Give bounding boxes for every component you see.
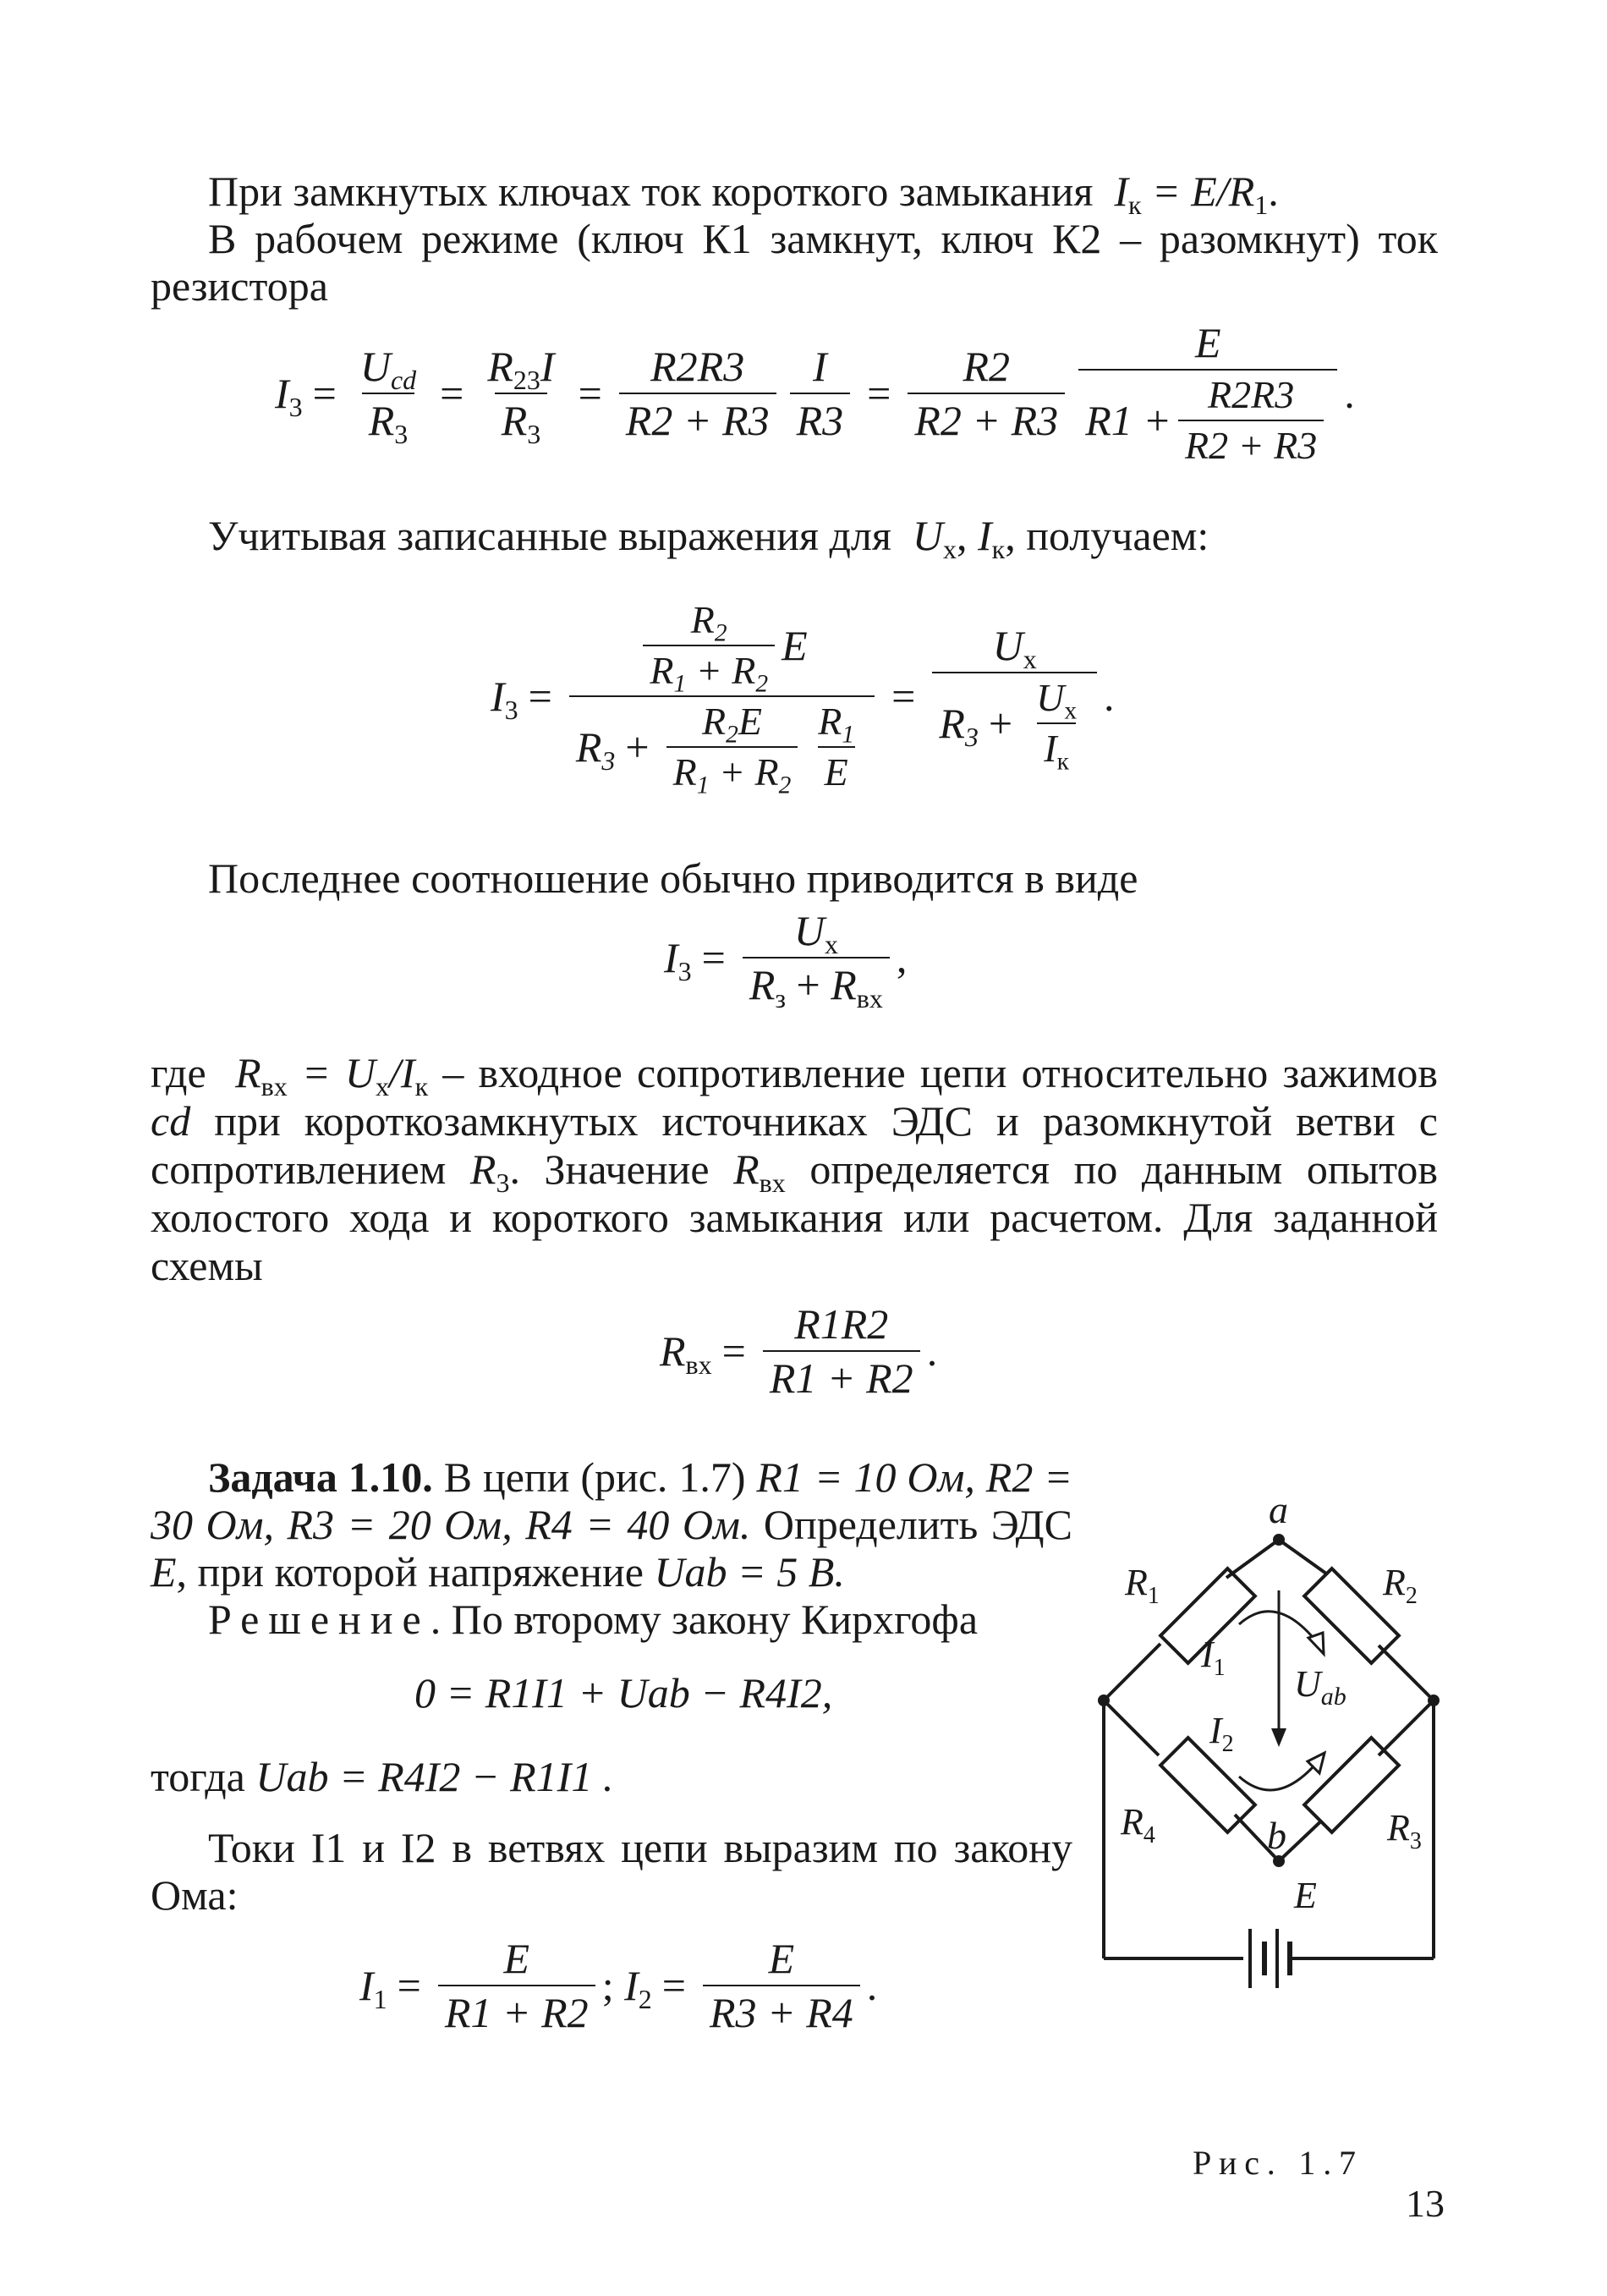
wire-left-top xyxy=(1104,1644,1160,1700)
label-r2: $R_2$ xyxy=(1383,1562,1418,1609)
paragraph-uab-expression: тогда Uab = R4I2 − R1I1 . xyxy=(151,1753,614,1800)
fraction-r23i-r3: $\frac{R_{23}I}{R_3}$ xyxy=(487,343,555,450)
node-b xyxy=(1273,1855,1285,1867)
figure-caption: Рис. 1.7 xyxy=(1193,2144,1363,2182)
label-node-b: b xyxy=(1267,1814,1286,1857)
node-right xyxy=(1428,1695,1440,1706)
resistor-r4 xyxy=(1160,1738,1255,1832)
fraction-r2-sum: $\frac{R2}{R2 + R3}$ xyxy=(908,345,1065,442)
label-r4: $R_4$ xyxy=(1121,1801,1155,1848)
paragraph-standard-form: Последнее соотношение обычно приводится в виде xyxy=(208,854,1138,902)
label-i1: $I_1$ xyxy=(1201,1634,1226,1681)
label-uab: $U_{ab}$ xyxy=(1294,1663,1346,1711)
paragraph-operating-mode: В рабочем режиме (ключ К1 замкнут, ключ К2 – разомкнут) ток резистора xyxy=(151,215,1438,310)
equation-i3-expansion: $I_3$ = $\frac{U_{cd}}{R_3}$ = $\frac{R_{23}I}{R_3}$ = $\frac{R2R3}{R2 + R3}$ $\frac{I}{R3}$ = $\frac{R2}{R2 + R3}$ E R1 + $\frac{R2R3}{R2 + R3}$ . xyxy=(275,319,1355,467)
fraction-ucd-r3: $\frac{U_{cd}}{R_3}$ xyxy=(359,343,417,450)
paragraph-substitution: Учитывая записанные выражения для $U_х$, $I_к$, получаем: xyxy=(208,512,1209,565)
fraction-e-compound: E R1 + $\frac{R2R3}{R2 + R3}$ xyxy=(1078,321,1337,465)
equation-i3-thevenin: $I_3$ = $\frac{R_2}{R_1 + R_2}$ E $R_3$ + $\frac{R_2E}{R_1 + R_2}$ $\frac{R_1}{E}$ = $U_х$ $R_3$ + $\frac{U_х}{I_к}$ . xyxy=(491,598,1115,799)
label-i2: $I_2$ xyxy=(1209,1710,1234,1757)
equation-rvx: $R_{вх}$ = $\frac{R1R2}{R1 + R2}$ . xyxy=(660,1300,938,1402)
page-number: 13 xyxy=(1406,2182,1445,2225)
label-node-a: a xyxy=(1269,1489,1288,1531)
equation-kirchhoff: 0 = R1I1 + Uab − R4I2, xyxy=(414,1669,833,1717)
equation-currents: $I_1$ = $\frac{E}{R1 + R2}$ ; $I_2$ = $\frac{E}{R3 + R4}$ . xyxy=(359,1935,878,2036)
fraction-r2r3: $\frac{R2R3}{R2 + R3}$ xyxy=(619,345,776,442)
node-left xyxy=(1098,1695,1110,1706)
label-r3: $R_3$ xyxy=(1387,1807,1422,1854)
paragraph-input-resistance: где $R_{вх} = U_х/I_к$ – входное сопротивление цепи относительно зажимов cd при короткозамкнутых источниках ЭДС и разомкнутой ветви с сопротивлением $R_3$. Значение $R_{вх}$ определяется по данным опытов холостого хода и короткого замыкания или расчетом. Для заданной схемы xyxy=(151,1049,1438,1289)
equation-i3-rvx: $I_3$ = $\frac{U_х}{R_з + R_{вх}}$ , xyxy=(664,907,908,1014)
paragraph-solution: Решение. По второму закону Кирхгофа xyxy=(208,1596,979,1643)
bridge-circuit-figure xyxy=(1091,1489,1472,2030)
label-source-e: E xyxy=(1294,1875,1317,1916)
paragraph-ohm-law: Токи I1 и I2 в ветвях цепи выразим по закону Ома: xyxy=(151,1824,1072,1919)
fraction-i-r3: $\frac{I}{R3}$ xyxy=(790,345,851,442)
paragraph-short-circuit: При замкнутых ключах ток короткого замыкания $I_к = E/R_1$. xyxy=(208,168,1279,221)
task-1-10: Задача 1.10. В цепи (рис. 1.7) R1 = 10 Ом, R2 = 30 Ом, R3 = 20 Ом, R4 = 40 Ом. Определить ЭДС E, при которой напряжение Uab = 5 В. xyxy=(151,1453,1073,1596)
current-i2-arrow xyxy=(1239,1760,1319,1790)
node-a xyxy=(1273,1534,1285,1546)
label-r1: $R_1$ xyxy=(1125,1562,1160,1609)
resistor-r3 xyxy=(1304,1738,1399,1832)
